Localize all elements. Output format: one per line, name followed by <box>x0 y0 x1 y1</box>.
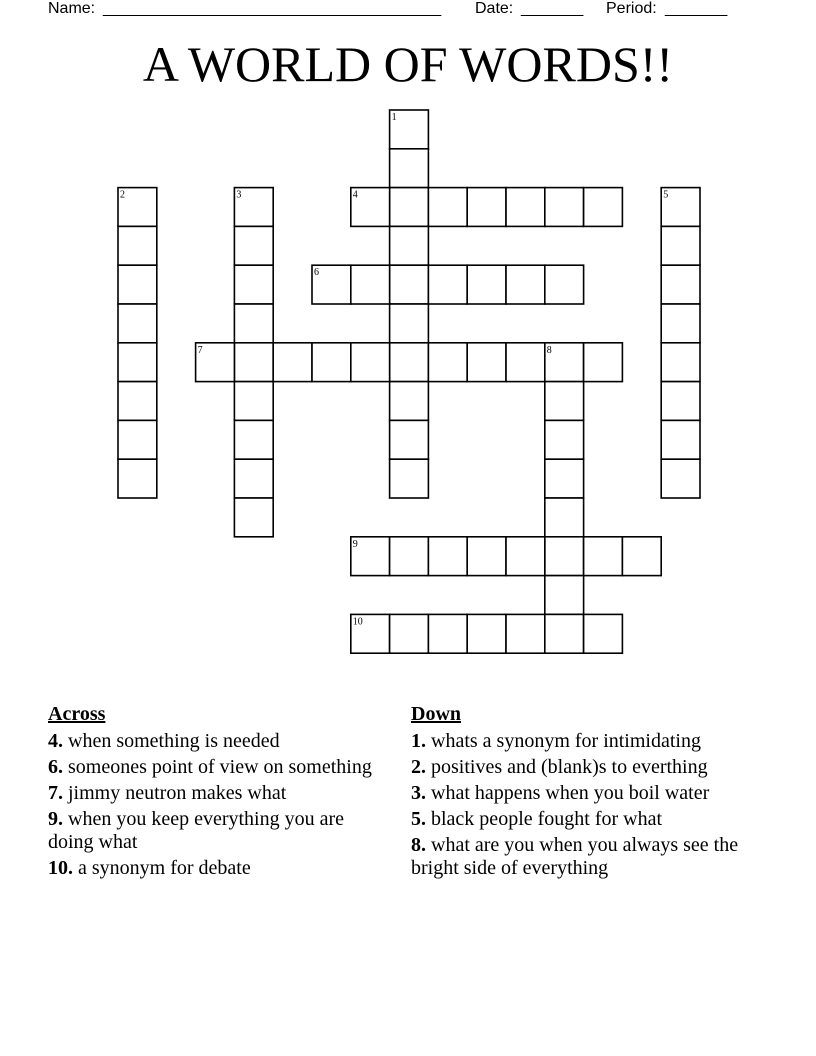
across-clue <box>48 782 378 805</box>
crossword-cell[interactable] <box>234 304 273 343</box>
period-line[interactable]: _______ <box>665 0 728 17</box>
across-clue <box>48 808 378 854</box>
crossword-cell[interactable] <box>273 343 312 382</box>
crossword-cell[interactable] <box>118 304 157 343</box>
cell-number: 8 <box>546 344 552 356</box>
crossword-cell[interactable] <box>467 188 506 227</box>
date-label: Date: <box>475 0 514 17</box>
crossword-cell[interactable] <box>390 265 429 304</box>
crossword-cell[interactable] <box>234 498 273 537</box>
crossword-cell[interactable] <box>428 188 467 227</box>
cell-number: 9 <box>352 538 358 550</box>
crossword-cell[interactable] <box>506 265 545 304</box>
crossword-cell[interactable] <box>545 614 584 653</box>
down-clue <box>411 756 751 779</box>
crossword-cell[interactable] <box>661 343 700 382</box>
clue-text: positives and (blank)s to everthing <box>431 756 708 778</box>
crossword-cell[interactable] <box>390 614 429 653</box>
down-clue <box>411 834 751 880</box>
crossword-cell[interactable] <box>545 459 584 498</box>
cell-number: 1 <box>391 112 397 123</box>
crossword-cell[interactable] <box>118 265 157 304</box>
cell-number: 10 <box>352 616 363 628</box>
crossword-cell[interactable] <box>118 343 157 382</box>
name-label: Name: <box>48 0 96 17</box>
crossword-cell[interactable] <box>545 420 584 459</box>
clue-text: when you keep everything you are doing what <box>48 808 345 853</box>
crossword-cell[interactable] <box>390 537 429 576</box>
down-clue <box>411 730 751 753</box>
clue-number: 8. <box>411 834 426 856</box>
crossword-cell[interactable] <box>506 343 545 382</box>
down-heading: Down <box>411 703 462 725</box>
clue-text: jimmy neutron makes what <box>68 782 287 804</box>
name-line[interactable]: ______________________________________ <box>103 0 442 17</box>
down-clue-list <box>411 730 751 880</box>
crossword-cell[interactable] <box>390 226 429 265</box>
crossword-cell[interactable] <box>661 265 700 304</box>
crossword-cell[interactable] <box>584 188 623 227</box>
crossword-cell[interactable] <box>390 420 429 459</box>
cell-number: 3 <box>236 189 242 201</box>
clue-text: someones point of view on something <box>68 756 372 778</box>
crossword-cell[interactable] <box>118 226 157 265</box>
crossword-cell[interactable] <box>234 382 273 421</box>
clue-number: 3. <box>411 782 426 804</box>
crossword-cell[interactable] <box>545 382 584 421</box>
crossword-cell[interactable] <box>118 459 157 498</box>
crossword-cell[interactable] <box>428 343 467 382</box>
across-clue <box>48 756 378 779</box>
clue-number: 6. <box>48 756 63 778</box>
crossword-cell[interactable] <box>545 498 584 537</box>
crossword-cell[interactable] <box>506 188 545 227</box>
cell-number: 2 <box>120 189 125 201</box>
clue-text: when something is needed <box>68 730 280 752</box>
crossword-cell[interactable] <box>661 459 700 498</box>
crossword-cell[interactable] <box>622 537 661 576</box>
crossword-cell[interactable] <box>390 149 429 188</box>
crossword-cell[interactable] <box>234 420 273 459</box>
crossword-cell[interactable] <box>545 188 584 227</box>
across-clue <box>48 730 378 753</box>
crossword-cell[interactable] <box>428 265 467 304</box>
period-label: Period: <box>606 0 657 17</box>
crossword-cell[interactable] <box>118 382 157 421</box>
crossword-cell[interactable] <box>234 226 273 265</box>
across-heading: Across <box>48 703 106 725</box>
clue-number: 2. <box>411 756 426 778</box>
crossword-cell[interactable] <box>467 343 506 382</box>
crossword-cell[interactable] <box>584 614 623 653</box>
crossword-cell[interactable] <box>118 420 157 459</box>
cell-number: 5 <box>663 189 669 201</box>
crossword-cell[interactable] <box>234 343 273 382</box>
crossword-cell[interactable] <box>545 576 584 615</box>
crossword-cell[interactable] <box>467 265 506 304</box>
crossword-cell[interactable] <box>584 343 623 382</box>
crossword-cell[interactable] <box>351 343 390 382</box>
clue-text: what happens when you boil water <box>431 782 710 804</box>
cell-number: 7 <box>197 344 203 356</box>
crossword-cell[interactable] <box>467 537 506 576</box>
across-clue <box>48 857 378 880</box>
crossword-cell[interactable] <box>584 537 623 576</box>
crossword-cell[interactable] <box>312 343 351 382</box>
crossword-cell[interactable] <box>545 265 584 304</box>
clue-number: 7. <box>48 782 63 804</box>
cell-number: 6 <box>314 267 319 279</box>
clue-number: 5. <box>411 808 426 830</box>
down-clues <box>411 703 751 883</box>
crossword-cell[interactable] <box>390 188 429 227</box>
clue-text: a synonym for debate <box>78 857 251 879</box>
crossword-cell[interactable] <box>661 304 700 343</box>
clue-text: whats a synonym for intimidating <box>431 730 701 752</box>
crossword-cell[interactable] <box>428 614 467 653</box>
date-line[interactable]: _______ <box>521 0 584 17</box>
cell-number: 4 <box>352 189 358 201</box>
crossword-cell[interactable] <box>390 343 429 382</box>
clue-text: black people fought for what <box>431 808 663 830</box>
crossword-cell[interactable] <box>545 537 584 576</box>
crossword-cell[interactable] <box>661 420 700 459</box>
crossword-cell[interactable] <box>506 614 545 653</box>
crossword-cell[interactable] <box>506 537 545 576</box>
crossword-cell[interactable] <box>428 537 467 576</box>
down-clue <box>411 782 751 805</box>
crossword-cell[interactable] <box>390 459 429 498</box>
crossword-cell[interactable] <box>390 382 429 421</box>
crossword-cell[interactable] <box>661 382 700 421</box>
clue-number: 9. <box>48 808 63 830</box>
clue-number: 4. <box>48 730 63 752</box>
crossword-cell[interactable] <box>661 226 700 265</box>
clue-number: 1. <box>411 730 426 752</box>
crossword-cell[interactable] <box>234 265 273 304</box>
crossword-cell[interactable] <box>351 265 390 304</box>
crossword-cell[interactable] <box>234 459 273 498</box>
crossword-cell[interactable] <box>390 304 429 343</box>
down-clue <box>411 808 751 831</box>
across-clue-list <box>48 730 378 880</box>
across-clues <box>48 703 378 883</box>
page-title: A WORLD OF WORDS!! <box>142 36 674 92</box>
clue-number: 10. <box>48 857 73 879</box>
clue-text: what are you when you always see the bright side of everything <box>411 834 739 879</box>
crossword-cell[interactable] <box>467 614 506 653</box>
